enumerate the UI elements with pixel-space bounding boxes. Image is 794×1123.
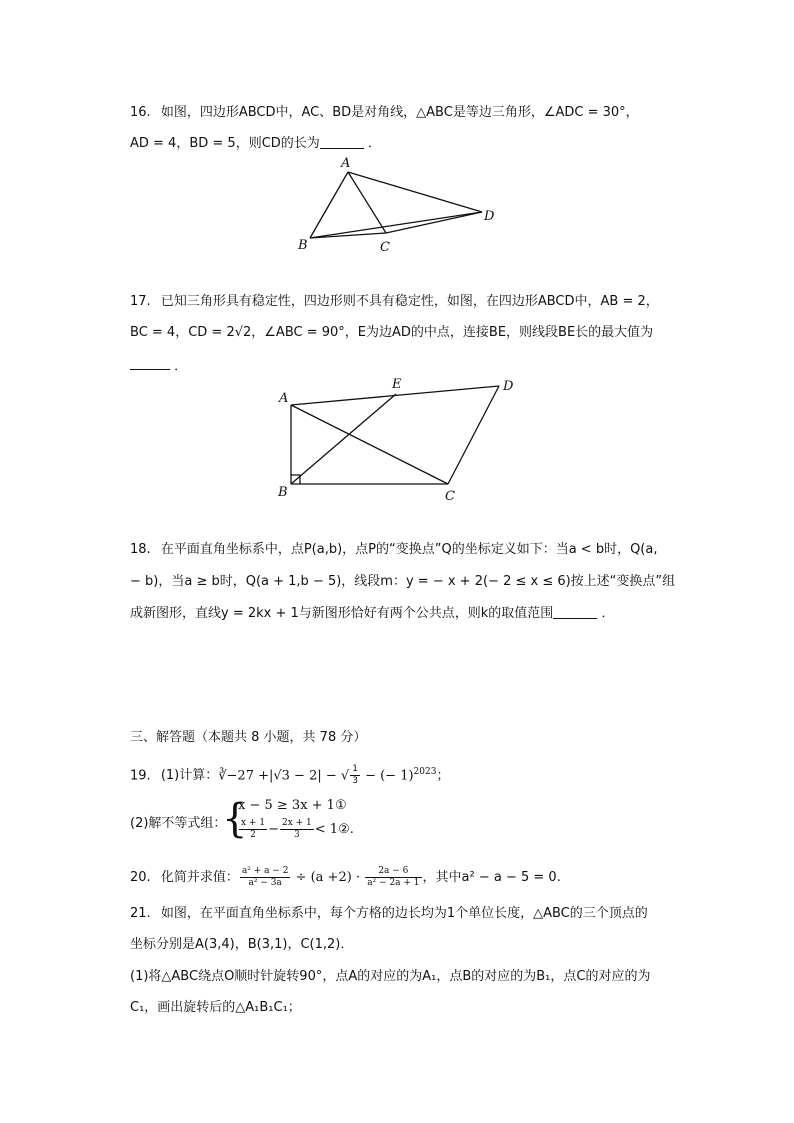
q17-number: 17.: [130, 294, 151, 309]
q21-text-3: (1)将△ABC绕点O顺时针旋转90°，点A的对应的为A₁，点B的对应的为B₁，点C的对应的为: [130, 969, 651, 984]
q21-text-2: 坐标分别是A(3,4)，B(3,1)，C(1,2)．: [130, 937, 354, 952]
q18-number: 18.: [130, 542, 151, 557]
q19-part2-label: (2)解不等式组：: [130, 816, 227, 831]
q19-inequality-1: x − 5 ≥ 3x + 1①: [238, 798, 347, 813]
q16-segment-cd: [386, 212, 482, 233]
q18-answer-blank[interactable]: [553, 604, 597, 619]
q16-segment-ad: [348, 172, 482, 212]
q16-text-2-end: ．: [367, 136, 381, 151]
q20-tail: ，其中a² − a − 5 = 0.: [422, 870, 561, 885]
q17-text-2: BC = 4，CD = 2√2，∠ABC = 90°，E为边AD的中点，连接BE，则线段BE长的最大值为: [130, 325, 654, 340]
q20-fraction-2: $\frac{2a - 6}{\text{a² − 2a + 1}}$: [367, 866, 420, 888]
q19-part1-label: (1)计算：: [160, 768, 219, 784]
q18-text-3: 成新图形，直线y = 2kx + 1与新图形恰好有两个公共点，则k的取值范围: [130, 606, 554, 621]
q17-text-3-end: ．: [174, 359, 188, 374]
q16-figure: [290, 150, 510, 264]
q16-label-c: C: [380, 240, 390, 255]
q19-ineq2-frac-2: $\frac{2x + 1}{3}$: [281, 818, 312, 840]
q20-label: 化简并求值：: [160, 870, 239, 885]
q16-text-1: 如图，四边形ABCD中，AC、BD是对角线，△ABC是等边三角形，∠ADC = 30°，: [160, 105, 639, 120]
q17-line2: [130, 323, 653, 343]
q18-text-2: − b)，当a ≥ b时，Q(a + 1,b − 5)，线段m：y = − x + 2(− 2 ≤ x ≤ 6)按上述“变换点”组: [130, 574, 676, 589]
section3-title-text: 三、解答题（本题共 8 小题，共 78 分）: [130, 730, 367, 745]
q17-line3: [130, 355, 187, 377]
q16-label-b: B: [298, 238, 308, 253]
q19-inequality-2: $\frac{x + 1}{2}$ − $\frac{2x + 1}{3}$ < 1②.: [241, 818, 354, 840]
section3-title: [130, 728, 366, 748]
q21-line3: [130, 967, 650, 987]
q16-label-a: A: [341, 156, 351, 171]
q16-segment-bd: [310, 212, 482, 238]
q17-label-d: D: [503, 379, 514, 394]
q19-part1-expr-b: − (− 1): [365, 768, 414, 784]
q16-line1: [130, 103, 639, 123]
q21-text-4: C₁，画出旋转后的△A₁B₁C₁；: [130, 1000, 301, 1015]
q17-segment-cd: [448, 386, 499, 484]
q18-line1: [130, 540, 657, 560]
q16-label-d: D: [484, 209, 495, 224]
q17-label-a: A: [279, 391, 289, 406]
q17-figure: [275, 372, 525, 511]
q21-line2: [130, 935, 353, 955]
q19-brace: {: [222, 796, 248, 842]
q20-middle: ÷ (a +2) ·: [295, 870, 361, 885]
q16-quadrilateral-svg: [290, 150, 510, 260]
q21-number: 21.: [130, 906, 151, 921]
q18-text-3-end: ．: [601, 606, 615, 621]
q18-text-1: 在平面直角坐标系中，点P(a,b)，点P的“变换点”Q的坐标定义如下：当a < b时，Q(a,: [160, 542, 658, 557]
q19-part1-expr-a: ∛−27 +|√3 − 2| −: [218, 768, 337, 784]
q17-line1: [130, 292, 659, 312]
q16-text-2: AD = 4，BD = 5，则CD的长为: [130, 136, 320, 151]
q19-part2: [130, 798, 530, 844]
q20-number: 20.: [130, 870, 151, 885]
q19-number: 19.: [130, 768, 151, 784]
q17-label-b: B: [278, 485, 288, 500]
q17-text-1: 已知三角形具有稳定性，四边形则不具有稳定性，如图，在四边形ABCD中，AB = 2，: [160, 294, 659, 309]
q18-line2: [130, 572, 675, 592]
q20-fraction-1: $\frac{\text{a² + a − 2}}{\text{a² − 3a}}$: [241, 866, 289, 888]
q17-label-c: C: [445, 489, 455, 504]
q16-number: 16.: [130, 105, 151, 120]
q17-answer-blank[interactable]: [130, 355, 170, 370]
q18-line3: [130, 604, 614, 624]
q19-ineq2-frac-1: $\frac{x + 1}{2}$: [241, 818, 266, 840]
q17-quadrilateral-svg: [275, 372, 525, 507]
q19-part1-end: ；: [436, 768, 450, 784]
q21-line4: [130, 998, 301, 1018]
q20-line: [130, 866, 561, 889]
q16-segment-bc: [310, 233, 386, 238]
q19-part1-exponent: 2023: [413, 767, 437, 777]
q21-line1: [130, 904, 648, 924]
q17-label-e: E: [392, 377, 402, 392]
q17-segment-be: [291, 394, 396, 484]
q19-part1-fraction: $\frac{1}{3}$: [352, 764, 358, 787]
q19-part1: [130, 762, 449, 787]
q16-answer-blank[interactable]: [320, 134, 364, 149]
q21-text-1: 如图，在平面直角坐标系中，每个方格的边长均为1个单位长度，△ABC的三个顶点的: [160, 906, 648, 921]
q19-sqrt-sign: √: [340, 768, 350, 784]
q16-segment-ab: [310, 172, 348, 238]
